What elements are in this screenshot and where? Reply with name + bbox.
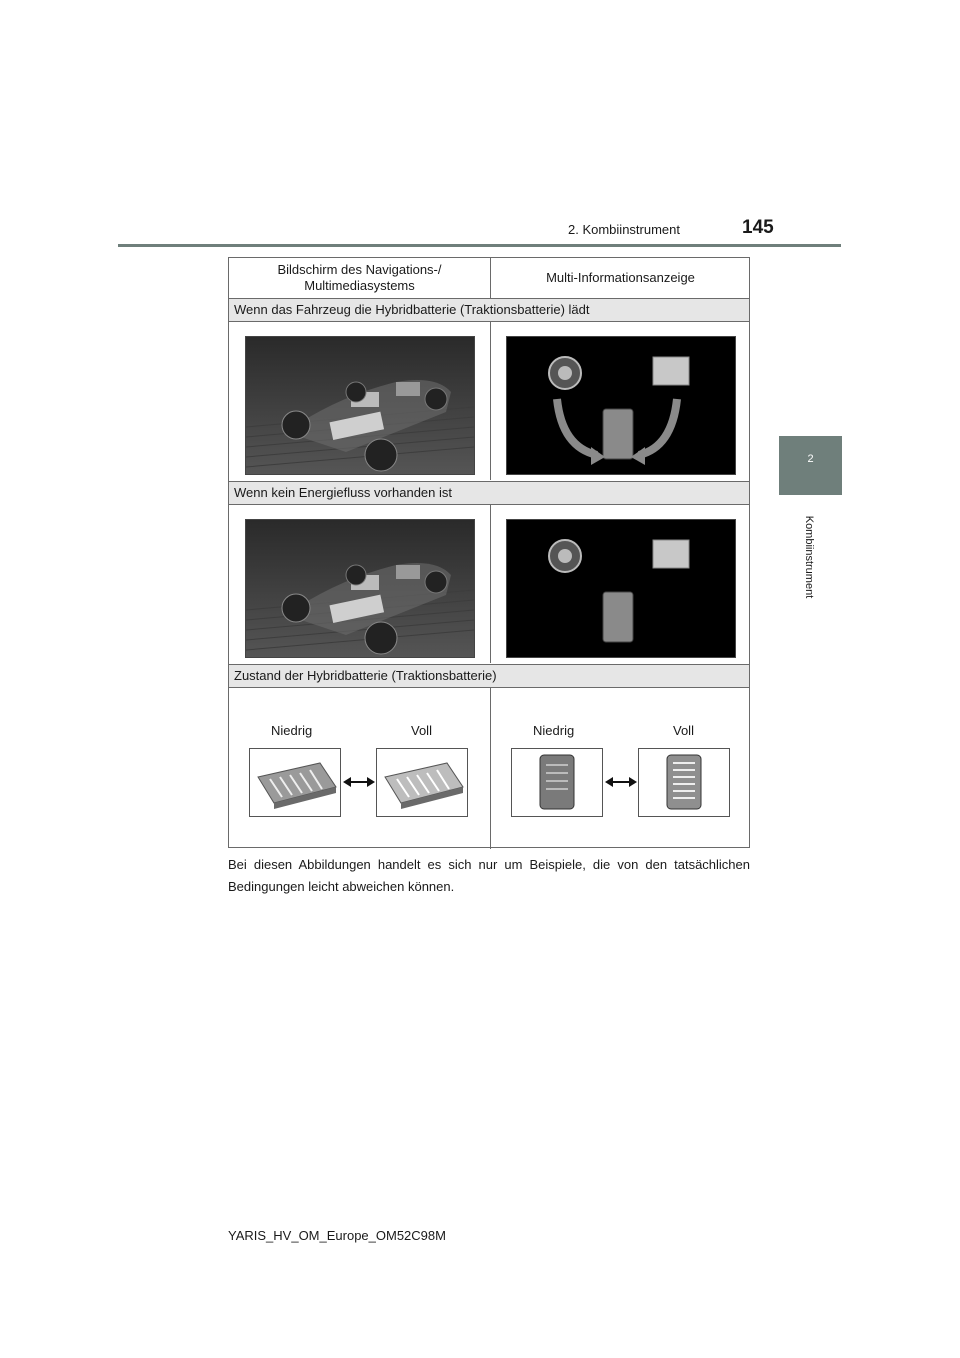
double-arrow-icon bbox=[343, 774, 375, 790]
col-divider bbox=[490, 321, 491, 480]
label-full-nav: Voll bbox=[411, 723, 432, 738]
nav-screen-no-flow bbox=[245, 519, 475, 658]
header-rule bbox=[118, 244, 841, 247]
chapter-number: 2 bbox=[807, 453, 814, 465]
document-id: YARIS_HV_OM_Europe_OM52C98M bbox=[228, 1228, 446, 1243]
col2-header: Multi-Informationsanzeige bbox=[546, 270, 695, 285]
energy-monitor-table bbox=[228, 257, 750, 848]
row-charging-label: Wenn das Fahrzeug die Hybridbatterie (Traktionsbatterie) lädt bbox=[229, 299, 749, 321]
page-number: 145 bbox=[742, 217, 774, 238]
mid-screen-no-flow bbox=[506, 519, 736, 658]
battery-full-nav bbox=[376, 748, 468, 817]
battery-low-nav bbox=[249, 748, 341, 817]
section-title: 2. Kombiinstrument bbox=[568, 222, 680, 237]
col-divider bbox=[490, 504, 491, 663]
chapter-label: Kombiinstrument bbox=[803, 515, 815, 599]
chapter-tab[interactable] bbox=[779, 436, 842, 495]
nav-screen-charging bbox=[245, 336, 475, 475]
row-no-flow-label: Wenn kein Energiefluss vorhanden ist bbox=[229, 482, 749, 504]
battery-low-mid bbox=[511, 748, 603, 817]
car-energy-image bbox=[246, 520, 474, 657]
car-energy-image bbox=[246, 337, 474, 474]
label-full-mid: Voll bbox=[673, 723, 694, 738]
battery-full-mid bbox=[638, 748, 730, 817]
double-arrow-icon bbox=[605, 774, 637, 790]
label-low-mid: Niedrig bbox=[533, 723, 575, 738]
footnote: Bei diesen Abbildungen handelt es sich nur um Beispiele, die von den tatsächlichen Bedingungen leicht abweichen können. bbox=[228, 857, 750, 894]
mid-screen-charging bbox=[506, 336, 736, 475]
row-rule bbox=[229, 687, 749, 688]
no-flow-image bbox=[507, 520, 735, 657]
label-low-nav: Niedrig bbox=[271, 723, 313, 738]
col-divider bbox=[490, 687, 491, 849]
row-battery-state-label: Zustand der Hybridbatterie (Traktionsbatterie) bbox=[229, 665, 749, 687]
row-rule bbox=[229, 321, 749, 322]
col1-header: Bildschirm des Navigations-/ Multimediasystems bbox=[277, 262, 442, 293]
row-rule bbox=[229, 504, 749, 505]
charging-flow-image bbox=[507, 337, 735, 474]
